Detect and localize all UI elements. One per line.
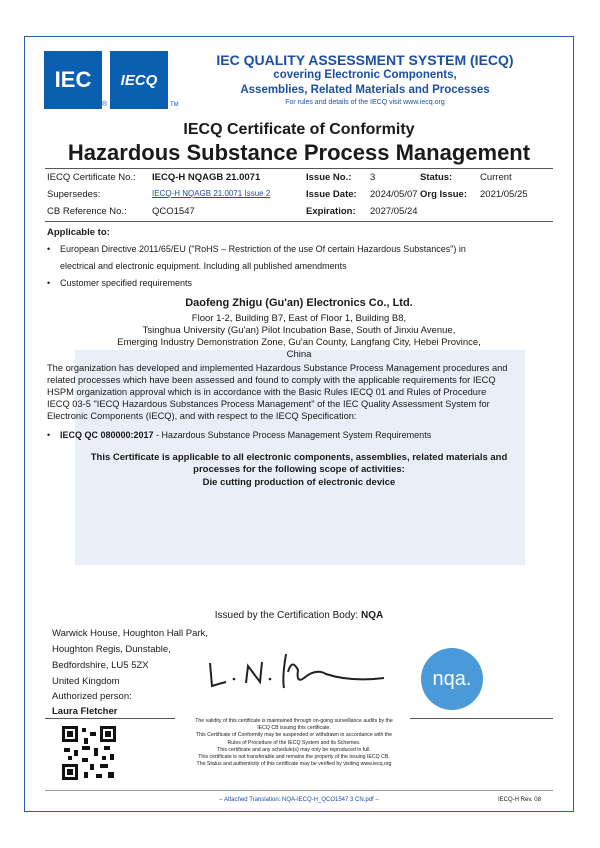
statement-line: HSPM organization approval which is in accordance with the Basic Rules IECQ 01 and Rules of Procedure [47,387,487,397]
scope-line-2: processes for the following scope of activities: [193,464,405,475]
status-value: Current [480,172,512,183]
scope-line-1: This Certificate is applicable to all electronic components, assemblies, related materials and [90,452,508,463]
company-name: Daofeng Zhigu (Gu'an) Electronics Co., Ltd. [185,297,413,309]
issue-date-value: 2024/05/07 [370,189,418,200]
statement-line: IECQ 03-5 "IECQ Hazardous Substances Process Management" of the IEC Quality Assessment System for [47,399,490,409]
trademark-mark: TM [170,102,179,108]
specification [60,430,431,440]
divider [45,790,553,791]
company-address-3: Emerging Industry Demonstration Zone, Gu'an County, Langfang City, Hebei Province, [117,337,481,348]
header-line3: Assemblies, Related Materials and Processes [240,84,490,96]
company-address-4: China [286,349,312,360]
header-line2: covering Electronic Components, [273,69,457,81]
spec-code: IECQ QC 080000:2017 [60,430,154,440]
cb-address-2: Houghton Regis, Dunstable, [52,644,171,655]
authorized-label: Authorized person: [52,691,132,702]
status-label: Status: [420,172,453,183]
org-issue-label: Org Issue: [420,189,467,200]
nqa-logo: nqa. [421,648,483,710]
cb-address-1: Warwick House, Houghton Hall Park, [52,628,208,639]
issue-date-label: Issue Date: [306,189,357,200]
scope-activity: Die cutting production of electronic device [202,477,396,488]
footnotes [178,718,410,768]
applicable-item-1b: electrical and electronic equipment. Including all published amendments [60,261,347,271]
issued-by-label: Issued by the Certification Body: [214,610,361,621]
certificate-subtitle: Hazardous Substance Process Management [67,140,531,165]
statement-line: Electronic Components (IECQ), and with respect to the IECQ Specification: [47,411,357,421]
cb-ref-label: CB Reference No.: [47,206,127,217]
footnote-line: This certificate is not transferable and remains the property of the issuing IECQ CB. [198,754,390,761]
qr-code [60,724,118,782]
issue-no-value: 3 [370,172,376,183]
expiration-value: 2027/05/24 [370,206,418,217]
certificate-title: IECQ Certificate of Conformity [183,121,415,138]
supersedes-link[interactable]: IECQ-H NQAGB 21.0071 Issue 2 [152,189,271,198]
cert-no-label: IECQ Certificate No.: [47,172,136,183]
supersedes-label: Supersedes: [47,189,101,200]
issuing-body: NQA [360,610,384,621]
divider [410,718,553,719]
issue-no-label: Issue No.: [306,172,352,183]
statement-line: related processes which have been assessed and found to comply with the applicable requirements for IECQ [47,375,496,385]
issued-by [24,610,574,621]
revision: IECQ-H Rev. 08 [498,797,541,803]
footnote-line: Rules of Procedure of the IECQ System and its Schemes. [227,739,361,746]
header-title: IEC QUALITY ASSESSMENT SYSTEM (IECQ) [216,52,514,68]
applicable-item-2: Customer specified requirements [60,278,193,288]
footnote-line: The validity of this certificate is maintained through on-going surveillance audits by the [195,718,393,724]
bullet: • [47,430,51,440]
registered-mark: ® [102,101,108,108]
expiration-label: Expiration: [306,206,356,217]
footnote-line: This Certificate of Conformity may be suspended or withdrawn in accordance with the [195,732,393,739]
company-address-1: Floor 1-2, Building B7, East of Floor 1, Building B8, [191,313,407,324]
cert-no-value: IECQ-H NQAGB 21.0071 [152,172,261,183]
applicable-item-1a: European Directive 2011/65/EU ("RoHS – Restriction of the use Of certain Hazardous Substances") in [60,244,466,254]
attached-translation: – Attached Translation: NQA-IECQ-H_QCO1547 3 CN.pdf – [219,797,379,803]
cb-address-4: United Kingdom [52,676,120,687]
iec-logo: IEC [44,51,102,109]
cb-ref-value: QCO1547 [152,206,195,217]
iecq-logo: IECQ [110,51,168,109]
org-issue-value: 2021/05/25 [480,189,528,200]
footnote-line: This certificate and any schedule(s) may only be reproduced in full. [217,746,371,753]
company-address-2: Tsinghua University (Gu'an) Pilot Incubation Base, South of Jinxiu Avenue, [142,325,456,336]
bullet: • [47,278,51,288]
authorized-name: Laura Fletcher [52,706,118,717]
spec-description: - Hazardous Substance Process Management System Requirements [153,430,432,440]
footnote-line: The Status and authenticity of this certificate may be verified by visiting www.iecq.org [196,761,392,768]
header-line4: For rules and details of the IECQ visit www.iecq.org [285,99,445,106]
applicable-heading: Applicable to: [47,227,110,238]
footnote-line: IECQ CB issuing this certificate. [257,725,331,732]
divider [45,168,553,169]
divider [45,221,553,222]
signature [200,648,400,693]
statement-line: The organization has developed and implemented Hazardous Substance Process Management procedures and [47,363,508,373]
divider [45,718,175,719]
cb-address-3: Bedfordshire, LU5 5ZX [52,660,149,671]
bullet: • [47,244,51,254]
